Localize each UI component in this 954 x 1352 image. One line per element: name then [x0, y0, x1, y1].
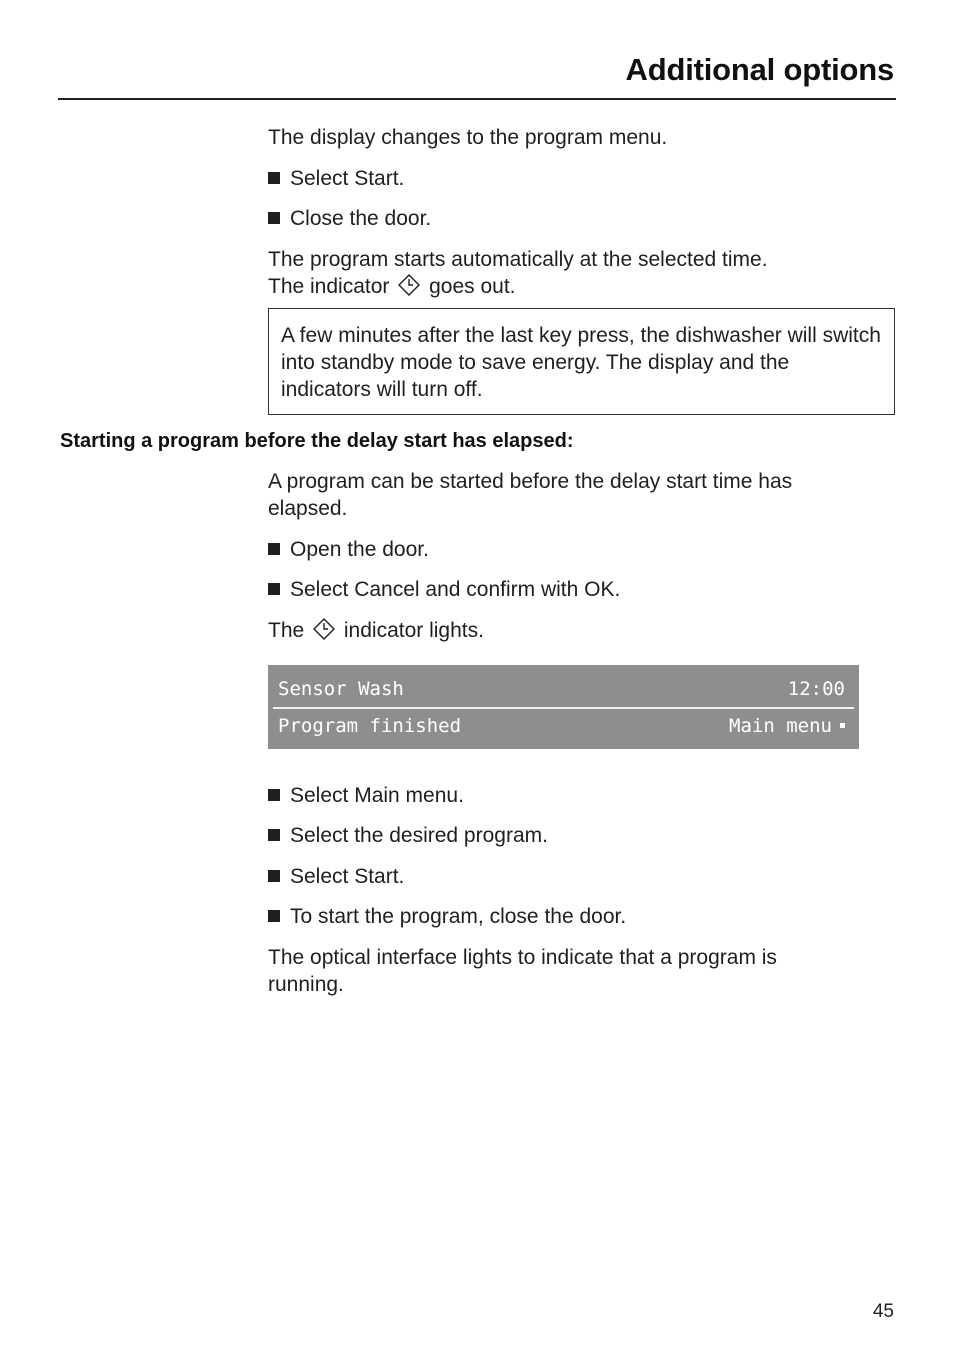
header-rule	[58, 98, 896, 100]
page-title: Additional options	[625, 52, 894, 87]
standby-note-text: A few minutes after the last key press, the dishwasher will switch into standby mode to save energy. The display and the indicators will turn off.	[281, 324, 881, 401]
dishwasher-display	[268, 665, 859, 749]
square-bullet-icon	[268, 583, 280, 595]
square-bullet-icon	[268, 910, 280, 922]
bullet-text: Select the desired program.	[290, 824, 548, 847]
list-item	[268, 903, 626, 930]
delay-start-timer-icon	[312, 617, 336, 641]
list-item	[268, 205, 431, 232]
square-bullet-icon	[268, 870, 280, 882]
display-main-menu	[729, 708, 845, 744]
auto-start-line2-after: goes out.	[429, 275, 516, 298]
delay-start-timer-icon	[397, 273, 421, 297]
intro-text: The display changes to the program menu.	[268, 126, 668, 149]
standby-note-box	[268, 308, 895, 415]
list-item	[268, 536, 429, 563]
list-item	[268, 822, 548, 849]
bullet-text: To start the program, close the door.	[290, 905, 627, 928]
page-number: 45	[872, 1301, 894, 1322]
square-bullet-icon	[268, 543, 280, 555]
bullet-text: Select Start.	[290, 167, 405, 190]
section-heading: Starting a program before the delay start has elapsed:	[60, 430, 574, 452]
bullet-text: Close the door.	[290, 207, 432, 230]
list-item	[268, 165, 404, 192]
square-bullet-icon	[268, 829, 280, 841]
bullet-text: Select Cancel and confirm with OK.	[290, 578, 621, 601]
auto-start-line2-before: The indicator	[268, 275, 390, 298]
closing-text: The optical interface lights to indicate that a program is running.	[268, 946, 777, 996]
bullet-text: Open the door.	[290, 538, 429, 561]
section2-intro: A program can be started before the delay start time has elapsed.	[268, 470, 793, 520]
list-item	[268, 782, 464, 809]
display-program-name: Sensor Wash	[278, 678, 404, 700]
auto-start-line1: The program starts automatically at the selected time.	[268, 248, 768, 271]
indicator-text-after: indicator lights.	[343, 619, 484, 642]
auto-start-text	[268, 246, 868, 300]
list-item	[268, 863, 404, 890]
list-item	[268, 576, 620, 603]
selection-dot-icon	[840, 723, 845, 728]
bullet-text: Select Start.	[290, 865, 405, 888]
square-bullet-icon	[268, 212, 280, 224]
display-main-menu-label: Main menu	[729, 715, 832, 737]
display-status: Program finished	[278, 715, 462, 737]
display-time: 12:00	[787, 678, 845, 700]
indicator-text	[268, 617, 868, 644]
square-bullet-icon	[268, 172, 280, 184]
square-bullet-icon	[268, 789, 280, 801]
bullet-text: Select Main menu.	[290, 784, 464, 807]
display-row-program	[278, 671, 845, 707]
indicator-text-before: The	[268, 619, 305, 642]
display-row-status	[278, 708, 845, 744]
